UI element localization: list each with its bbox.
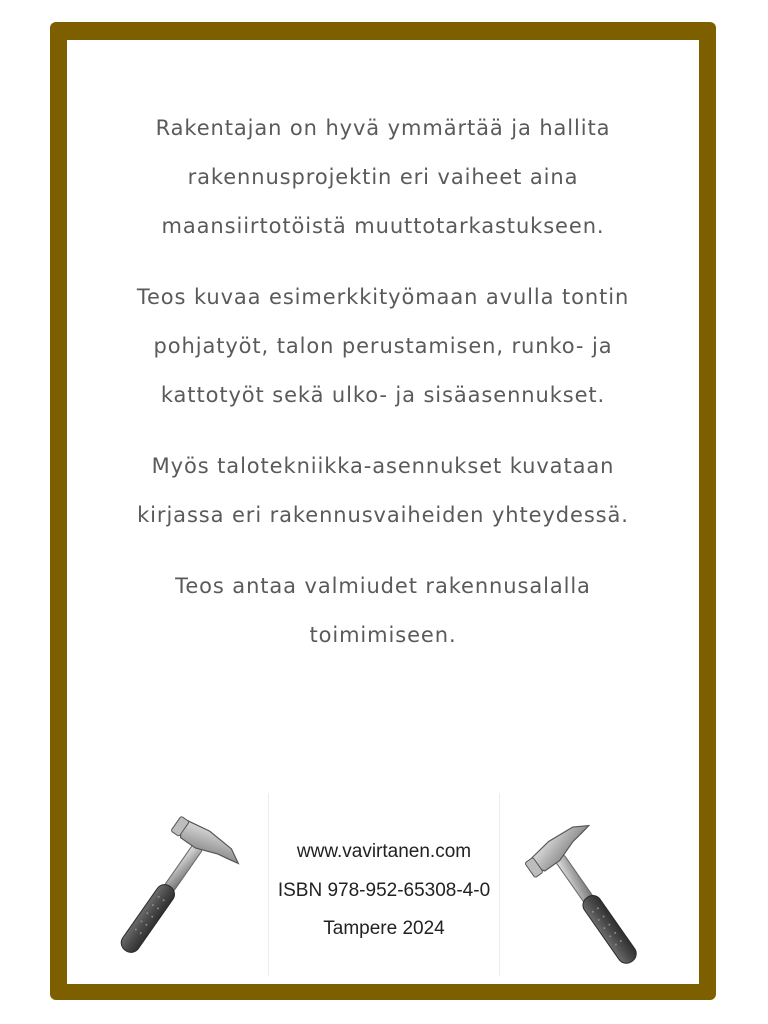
website-text: www.vavirtanen.com [296,841,472,862]
description-line: Myös talotekniikka-asennukset kuvataan [151,454,615,478]
description-line: Teos antaa valmiudet rakennusalalla [175,574,591,598]
description-line: kirjassa eri rakennusvaiheiden yhteydessä. [137,503,629,527]
back-cover-page [67,40,699,984]
description-line: kattotyöt sekä ulko- ja sisäasennukset. [160,383,606,407]
hammer-icon [93,812,263,972]
description-line: pohjatyöt, talon perustamisen, runko- ja [153,334,613,358]
description-paragraph-2 [67,273,699,420]
description-paragraph-3 [67,442,699,540]
description-line: toimimiseen. [309,623,457,647]
description-line: maansiirtotöistä muuttotarkastukseen. [161,214,605,238]
description-paragraph-1 [67,104,699,251]
description-line: Teos kuvaa esimerkkityömaan avulla tontin [136,285,630,309]
isbn-text: ISBN 978-952-65308-4-0 [277,879,491,901]
place-year-text: Tampere 2024 [323,918,445,939]
hammer-icon [510,812,680,972]
description-line: Rakentajan on hyvä ymmärtää ja hallita [155,116,611,140]
description-text [67,104,699,682]
description-line: rakennusprojektin eri vaiheet aina [187,165,579,189]
publication-info [268,793,500,976]
description-paragraph-4 [67,562,699,660]
